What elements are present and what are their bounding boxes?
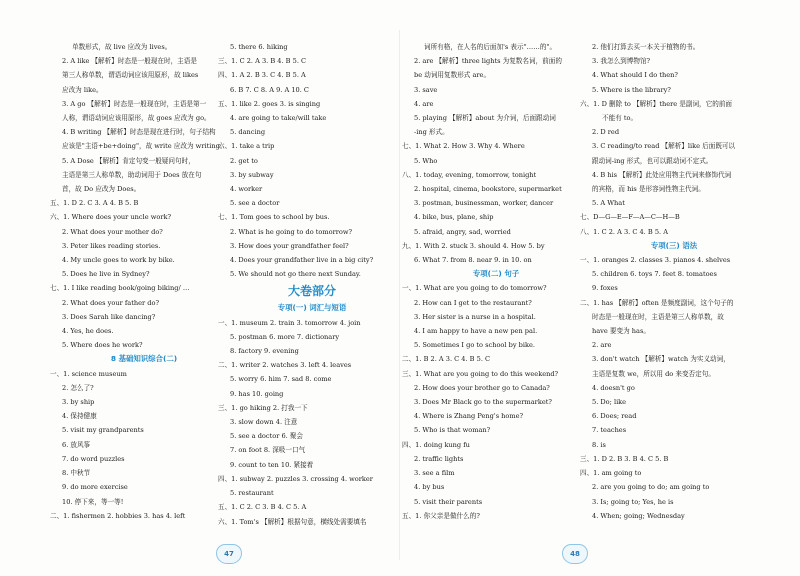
answer-line: 5. Sometimes I go to school by bike. — [414, 341, 535, 350]
answer-line: 四、1. am going to — [580, 469, 642, 478]
answer-line: 4. 保持健康 — [62, 412, 97, 421]
answer-line: 2. A like 【解析】时态是一般现在时，主语是 — [62, 57, 197, 66]
answer-line: 的宾格，而 his 是形容词性物主代词。 — [592, 185, 705, 194]
answer-line: 2. What does your father do? — [62, 298, 159, 307]
answer-line: 5. Does he live in Sydney? — [62, 270, 150, 279]
answer-line: 6. B 7. C 8. A 9. A 10. C — [230, 85, 309, 94]
answer-line: 一、1. museum 2. train 3. tomorrow 4. join — [218, 318, 361, 327]
answer-line: 首，故 Do 应改为 Does。 — [62, 185, 141, 194]
answer-line: 3. Is; going to; Yes, he is — [592, 497, 674, 506]
answer-line: 4. by bus — [414, 483, 445, 492]
answer-line: 第三人称单数，谓语动词应该用原形，故 likes — [62, 71, 199, 80]
answer-line: 七、1. What 2. How 3. Why 4. Where — [402, 142, 525, 151]
answer-line: 六、1. Tom's 【解析】根据句意，横线处需要填名 — [218, 517, 367, 526]
answer-line: 8. factory 9. evening — [230, 347, 299, 356]
section-heading: 专项(三) 语法 — [650, 240, 698, 250]
answer-line: 4. Yes, he does. — [62, 327, 114, 336]
answer-line: 10. 停下来，等一等! — [62, 497, 124, 506]
answer-line: 三、1. What are you going to do this weekend? — [402, 369, 559, 378]
answer-line: 4. B his 【解析】此处应用物主代词来修饰代词 — [592, 170, 732, 179]
answer-line: 四、1. A 2. B 3. C 4. B 5. A — [218, 71, 306, 80]
answer-line: 3. C reading/to read 【解析】like 后面既可以 — [592, 142, 736, 151]
answer-line: 3. Does Sarah like dancing? — [62, 312, 156, 321]
answer-line: 2. How does your brother go to Canada? — [414, 383, 550, 392]
answer-line: 5. We should not go there next Sunday. — [230, 270, 361, 279]
answer-line: 3. postman, businessman, worker, dancer — [414, 199, 554, 208]
answer-line: 应该是"主语+be+doing"，故 write 应改为 writing。 — [62, 142, 227, 151]
answer-line: 2. traffic lights — [414, 454, 464, 463]
answer-line: 9. foxes — [592, 284, 618, 293]
section-heading: 专项(一) 词汇与短语 — [277, 303, 347, 313]
page-number-left: 47 — [216, 544, 242, 564]
answer-line: 四、1. subway 2. puzzles 3. crossing 4. worker — [218, 474, 373, 483]
answer-line: 4. doesn't go — [592, 383, 635, 392]
answer-line: 4. I am happy to have a new pen pal. — [414, 327, 538, 336]
page-number-right: 48 — [562, 544, 588, 564]
answer-line: 3. don't watch 【解析】watch 为实义动词， — [592, 355, 730, 364]
answer-line: 7. do word puzzles — [62, 454, 125, 463]
answer-line: 主语是复数 we，所以用 do 来变否定句。 — [592, 369, 715, 378]
answer-line: 2. are you going to do; am going to — [592, 483, 710, 492]
answer-line: 2. get to — [230, 156, 258, 165]
answer-line: 5. Do; like — [592, 398, 627, 407]
answer-line: 5. restaurant — [230, 489, 274, 498]
answer-line: 9. count to ten 10. 紧接着 — [230, 460, 314, 469]
answer-line: 七、1. I like reading book/going biking/ … — [50, 284, 190, 293]
column-3 — [402, 40, 590, 523]
answer-line: 2. D red — [592, 128, 620, 137]
answer-line: 4. B writing 【解析】时态是现在进行时，句子结构 — [62, 128, 216, 137]
answer-line: 4. worker — [230, 185, 263, 194]
answer-line: 一、1. What are you going to do tomorrow? — [402, 284, 547, 293]
answer-line: 2. 怎么了? — [62, 383, 94, 392]
answer-line: 主语是第三人称单数，助动词用于 Does 放在句 — [62, 170, 202, 179]
answer-line: 五、1. C 2. C 3. B 4. C 5. A — [218, 503, 307, 512]
answer-line: 3. save — [414, 85, 438, 94]
answer-line: 5. playing 【解析】about 为介词，后面跟动词 — [414, 114, 556, 123]
answer-line: 3. by ship — [62, 398, 95, 407]
answer-line: 5. afraid, angry, sad, worried — [414, 227, 511, 236]
answer-line: 六、1. D 删除 to 【解析】there 是副词，它的前面 — [580, 99, 733, 108]
answer-line: 时态是一般现在时，主语是第三人称单数，故 — [592, 312, 724, 321]
answer-line: 六、1. take a trip — [218, 142, 275, 151]
column-2 — [218, 40, 406, 529]
answer-line: 5. postman 6. more 7. dictionary — [230, 332, 340, 341]
answer-line: 4. What should I do then? — [592, 71, 678, 80]
answer-line: 3. How does your grandfather feel? — [230, 241, 349, 250]
column-4 — [580, 40, 768, 523]
answer-line: 六、1. Where does your uncle work? — [50, 213, 172, 222]
answer-line: 5. visit my grandparents — [62, 426, 144, 435]
answer-line: 5. Who is that woman? — [414, 426, 491, 435]
answer-line: 9. do more exercise — [62, 483, 128, 492]
answer-line: 3. see a film — [414, 469, 455, 478]
column-1 — [50, 40, 238, 523]
answer-line: 应改为 like。 — [62, 85, 103, 94]
answer-line: 5. Who — [414, 156, 438, 165]
answer-line: 3. Peter likes reading stories. — [62, 241, 161, 250]
section-heading: 8 基础知识综合(二) — [110, 354, 178, 364]
answer-line: 2. 他们打算去买一本关于植物的书。 — [592, 43, 700, 51]
answer-line: 2. What is he going to do tomorrow? — [230, 227, 353, 236]
answer-line: 2. hospital, cinema, bookstore, supermarket — [414, 185, 562, 194]
answer-line: 不能有 to。 — [602, 114, 638, 123]
answer-line: 二、1. fishermen 2. hobbies 3. has 4. left — [50, 511, 186, 520]
answer-line: 4. Where is Zhang Peng's home? — [414, 412, 524, 421]
answer-line: 2. What does your mother do? — [62, 227, 163, 236]
answer-line: 5. A What — [592, 199, 625, 208]
answer-line: 5. worry 6. him 7. sad 8. come — [230, 375, 332, 384]
answer-line: 八、1. today, evening, tomorrow, tonight — [402, 170, 537, 179]
answer-line: 6. 放风筝 — [62, 440, 91, 449]
answer-line: 一、1. science museum — [50, 369, 127, 378]
answer-line: have 要变为 has。 — [592, 327, 650, 336]
answer-line: 5. there 6. hiking — [230, 43, 288, 51]
answer-line: 7. teaches — [592, 426, 627, 435]
answer-line: 八、1. C 2. A 3. C 4. B 5. A — [580, 227, 668, 236]
answer-line: be 动词用复数形式 are。 — [414, 71, 491, 80]
answer-line: 七、D—G—E—F—A—C—H—B — [580, 213, 680, 222]
answer-line: 3. 我怎么到博物馆? — [592, 57, 651, 66]
answer-line: 人称，谓语动词应该用原形，故 goes 应改为 go。 — [62, 114, 211, 123]
answer-line: 3. A go 【解析】时态是一般现在时，主语是第一 — [62, 99, 207, 108]
answer-line: 4. are — [414, 99, 434, 108]
answer-line: 2. are 【解析】three lights 为复数名词，前面的 — [414, 57, 562, 66]
answer-line: 5. Where is the library? — [592, 85, 671, 94]
answer-line: 2. are — [592, 341, 612, 350]
answer-line: 8. is — [592, 440, 606, 449]
answer-line: 5. dancing — [230, 128, 266, 137]
answer-line: 4. bike, bus, plane, ship — [414, 213, 494, 222]
answer-line: 五、1. D 2. C 3. A 4. B 5. B — [50, 199, 139, 208]
answer-line: 5. see a doctor 6. 聚会 — [230, 432, 304, 441]
answer-line: 3. by subway — [230, 170, 274, 179]
answer-line: 5. visit their parents — [414, 497, 483, 506]
answer-line: 6. Does; read — [592, 412, 637, 421]
answer-line: 词所有格，在人名的后面加's 表示"……的"。 — [424, 43, 557, 51]
answer-line: 七、1. Tom goes to school by bus. — [218, 213, 330, 222]
answer-line: 九、1. With 2. stuck 3. should 4. How 5. by — [402, 241, 545, 250]
answer-line: 一、1. oranges 2. classes 3. pianos 4. shelves — [580, 256, 731, 265]
answer-line: 3. slow down 4. 注意 — [230, 418, 298, 427]
answer-line: 3. Does Mr Black go to the supermarket? — [414, 398, 552, 407]
answer-line: 4. When; going; Wednesday — [592, 511, 685, 520]
answer-line: 三、1. C 2. A 3. B 4. B 5. C — [218, 57, 307, 66]
answer-line: -ing 形式。 — [414, 128, 449, 137]
answer-line: 4. are going to take/will take — [230, 114, 327, 123]
answer-line: 三、1. go hiking 2. 打我一下 — [218, 403, 308, 412]
answer-line: 2. How can I get to the restaurant? — [414, 298, 532, 307]
section-heading: 大卷部分 — [287, 284, 336, 299]
answer-line: 4. Does your grandfather live in a big city? — [230, 256, 374, 265]
answer-line: 8. 中秋节 — [62, 469, 91, 478]
answer-line: 四、1. doing kung fu — [402, 440, 470, 449]
answer-line: 二、1. B 2. A 3. C 4. B 5. C — [402, 355, 491, 364]
answer-line: 单数形式，故 live 应改为 lives。 — [72, 43, 172, 51]
answer-line: 5. A Dose 【解析】肯定句变一般疑问句时， — [62, 156, 195, 165]
answer-line: 二、1. writer 2. watches 3. left 4. leaves — [218, 361, 352, 370]
answer-line: 5. Where does he work? — [62, 341, 143, 350]
answer-line: 4. My uncle goes to work by bike. — [62, 256, 175, 265]
answer-line: 三、1. D 2. B 3. B 4. C 5. B — [580, 454, 669, 463]
answer-line: 五、1. 你父亲是做什么的? — [402, 511, 480, 520]
answer-line: 5. children 6. toys 7. feet 8. tomatoes — [592, 270, 717, 279]
answer-line: 9. has 10. going — [230, 389, 284, 398]
answer-line: 7. on foot 8. 深吸一口气 — [230, 446, 306, 455]
answer-line: 跟动词-ing 形式，也可以跟动词不定式。 — [592, 156, 713, 165]
answer-line: 5. see a doctor — [230, 199, 280, 208]
answer-line: 二、1. has 【解析】often 是频度副词，这个句子的 — [580, 298, 734, 307]
section-heading: 专项(二) 句子 — [472, 269, 520, 279]
answer-line: 3. Her sister is a nurse in a hospital. — [414, 312, 536, 321]
answer-line: 6. What 7. from 8. near 9. in 10. on — [414, 256, 532, 265]
answer-line: 五、1. like 2. goes 3. is singing — [218, 99, 321, 108]
